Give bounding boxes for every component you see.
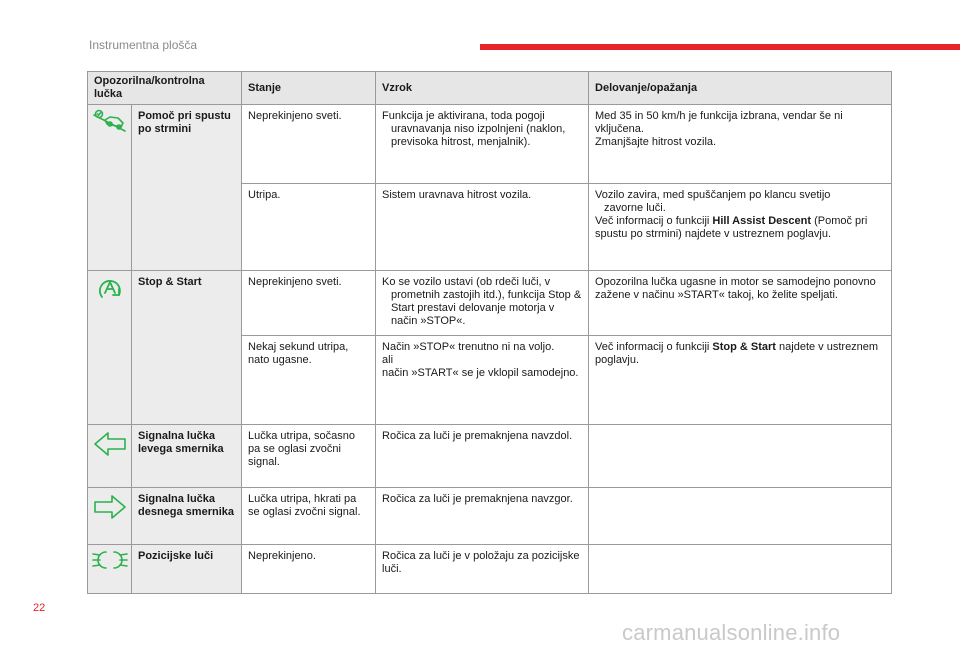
action-cell [589,545,892,594]
table-row [88,105,892,184]
action-text: Med 35 in 50 km/h je funkcija izbrana, vendar še ni vključena. [595,110,843,135]
cause-cell: Sistem uravnava hitrost vozila. [376,184,589,271]
table-row [88,425,892,488]
cause-text: prometnih zastojih itd.), funkcija Stop & Start prestavi delovanje motorja v način »STOP«. [391,289,582,327]
state-cell: Neprekinjeno. [242,545,376,594]
action-cell: Več informacij o funkciji Stop & Start najdete v ustreznem poglavju. [589,336,892,425]
light-name: Pozicijske luči [132,545,242,594]
warning-lights-table [87,71,892,594]
feature-name: Hill Assist Descent [712,215,812,227]
cause-text: Ko se vozilo ustavi (ob rdeči luči, v [382,276,551,288]
cause-cell [376,105,589,184]
cause-text: Način »STOP« trenutno ni na voljo. [382,341,555,353]
state-cell: Lučka utripa, hkrati pa se oglasi zvočni signal. [242,488,376,545]
cause-cell: Ročica za luči je v položaju za pozicijske luči. [376,545,589,594]
state-cell [242,336,376,425]
light-name: Signalna lučka desnega smernika [132,488,242,545]
column-header-action: Delovanje/opažanja [589,72,892,105]
icon-cell [88,488,132,545]
column-header-cause: Vzrok [376,72,589,105]
table-row [88,545,892,594]
column-header-state: Stanje [242,72,376,105]
action-cell [589,488,892,545]
cause-text: način »START« se je vklopil samodejno. [382,367,579,379]
action-text: Več informacij o funkciji Hill Assist Descent (Pomoč pri spustu po strmini) najdete v ustreznem poglavju. [595,215,868,240]
action-text: zavorne luči. [604,202,666,214]
cause-text: ali [382,354,394,366]
column-header-light: Opozorilna/kontrolna lučka [88,72,242,105]
cause-cell: Ročica za luči je premaknjena navzdol. [376,425,589,488]
section-accent-bar [480,44,960,50]
action-cell [589,105,892,184]
action-cell: Opozorilna lučka ugasne in motor se samodejno ponovno zažene v načinu »START« takoj, ko želite speljati. [589,271,892,336]
light-name: Pomoč pri spustu po strmini [132,105,242,271]
table-header-row [88,72,892,105]
state-text: nato ugasne. [248,354,312,366]
page-number: 22 [33,602,46,614]
section-title: Instrumentna plošča [89,38,198,52]
cause-cell [376,336,589,425]
icon-cell [88,271,132,425]
action-text: Zmanjšajte hitrost vozila. [595,136,717,148]
state-cell: Neprekinjeno sveti. [242,271,376,336]
position-lights-icon [91,549,129,571]
action-cell [589,425,892,488]
icon-cell [88,545,132,594]
cause-text: Funkcija je aktivirana, toda pogoji [382,110,545,122]
state-cell: Neprekinjeno sveti. [242,105,376,184]
state-cell: Lučka utripa, sočasno pa se oglasi zvočni signal. [242,425,376,488]
stop-start-icon [95,275,125,301]
right-arrow-icon [92,492,128,522]
table-row [88,488,892,545]
action-text: Vozilo zavira, med spuščanjem po klancu svetijo [595,189,831,201]
hill-descent-icon [91,109,129,135]
cause-cell: Ročica za luči je premaknjena navzgor. [376,488,589,545]
icon-cell [88,425,132,488]
action-cell [589,184,892,271]
watermark: carmanualsonline.info [622,620,841,645]
state-cell: Utripa. [242,184,376,271]
light-name: Signalna lučka levega smernika [132,425,242,488]
state-text: Nekaj sekund utripa, [248,341,349,353]
cause-text: uravnavanja niso izpolnjeni (naklon, previsoka hitrost, menjalnik). [391,123,566,148]
light-name: Stop & Start [132,271,242,425]
icon-cell [88,105,132,271]
table-row [88,271,892,336]
cause-cell [376,271,589,336]
feature-name: Stop & Start [712,341,776,353]
left-arrow-icon [92,429,128,459]
